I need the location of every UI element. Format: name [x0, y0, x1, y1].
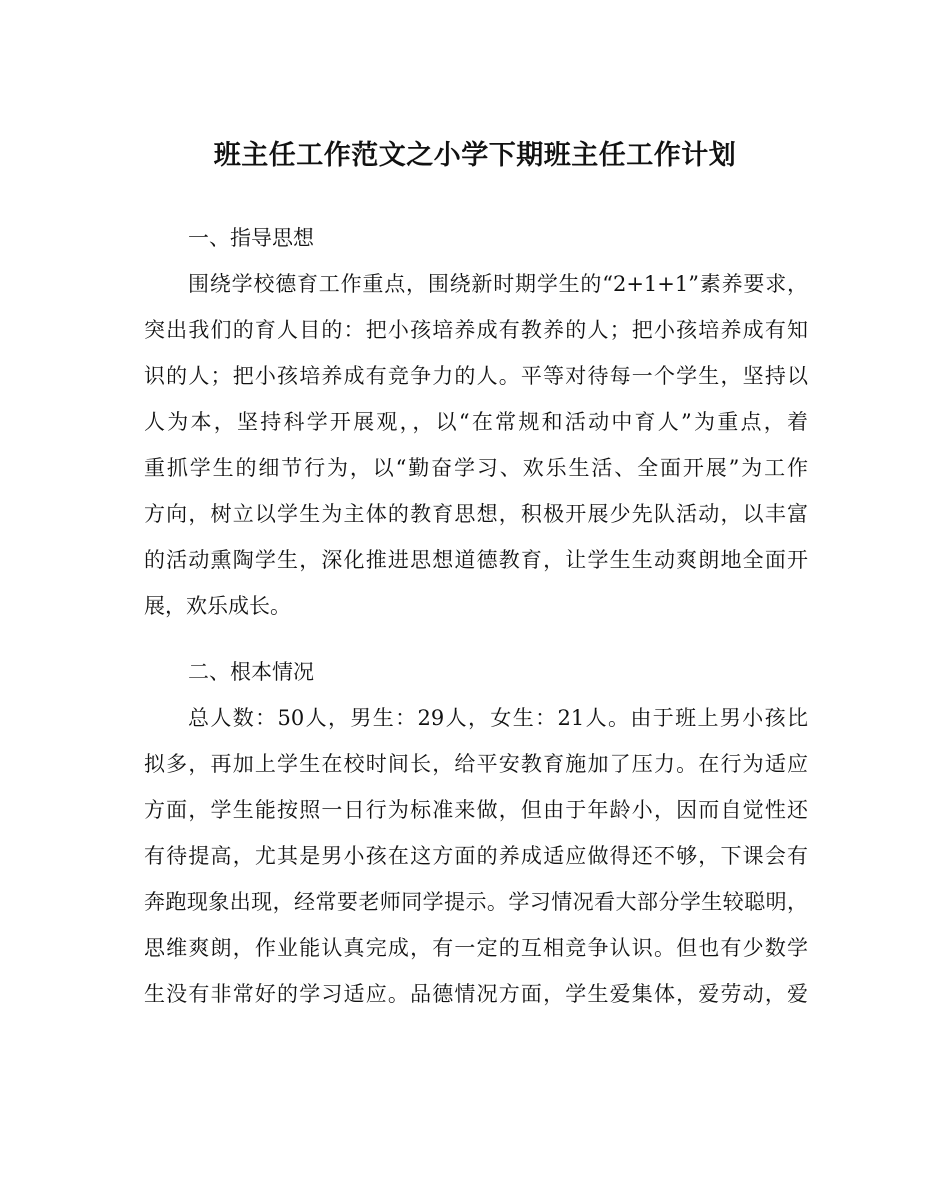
paragraph-line: 拟多，再加上学生在校时间长，给平安教育施加了压力。在行为适应: [144, 752, 808, 776]
paragraph-line: 人为本，坚持科学开展观，，以“在常规和活动中育人”为重点，着: [144, 410, 808, 434]
paragraph-line: 围绕学校德育工作重点，围绕新时期学生的“2+1+1”素养要求，: [188, 272, 808, 296]
paragraph-line: 展，欢乐成长。: [144, 594, 291, 618]
paragraph-line: 重抓学生的细节行为，以“勤奋学习、欢乐生活、全面开展”为工作: [144, 456, 808, 480]
paragraph-line: 的活动熏陶学生，深化推进思想道德教育，让学生生动爽朗地全面开: [144, 548, 808, 572]
paragraph-line: 奔跑现象出现，经常要老师同学提示。学习情况看大部分学生较聪明，: [144, 890, 808, 914]
paragraph-line: 有待提高，尤其是男小孩在这方面的养成适应做得还不够，下课会有: [144, 844, 808, 868]
paragraph-line: 突出我们的育人目的：把小孩培养成有教养的人；把小孩培养成有知: [144, 318, 808, 342]
section-heading-guiding-ideology: 一、指导思想: [188, 226, 314, 250]
paragraph-line: 生没有非常好的学习适应。品德情况方面，学生爱集体，爱劳动，爱: [144, 982, 808, 1006]
paragraph-line: 方向，树立以学生为主体的教育思想，积极开展少先队活动，以丰富: [144, 502, 808, 526]
paragraph-line: 思维爽朗，作业能认真完成，有一定的互相竞争认识。但也有少数学: [144, 936, 808, 960]
section-heading-basic-situation: 二、根本情况: [188, 660, 314, 684]
paragraph-line: 识的人；把小孩培养成有竞争力的人。平等对待每一个学生，坚持以: [144, 364, 808, 388]
document-title: 班主任工作范文之小学下期班主任工作计划: [213, 140, 737, 171]
paragraph-line: 方面，学生能按照一日行为标准来做，但由于年龄小，因而自觉性还: [144, 798, 808, 822]
paragraph-line: 总人数：50人，男生：29人，女生：21人。由于班上男小孩比: [188, 706, 808, 730]
